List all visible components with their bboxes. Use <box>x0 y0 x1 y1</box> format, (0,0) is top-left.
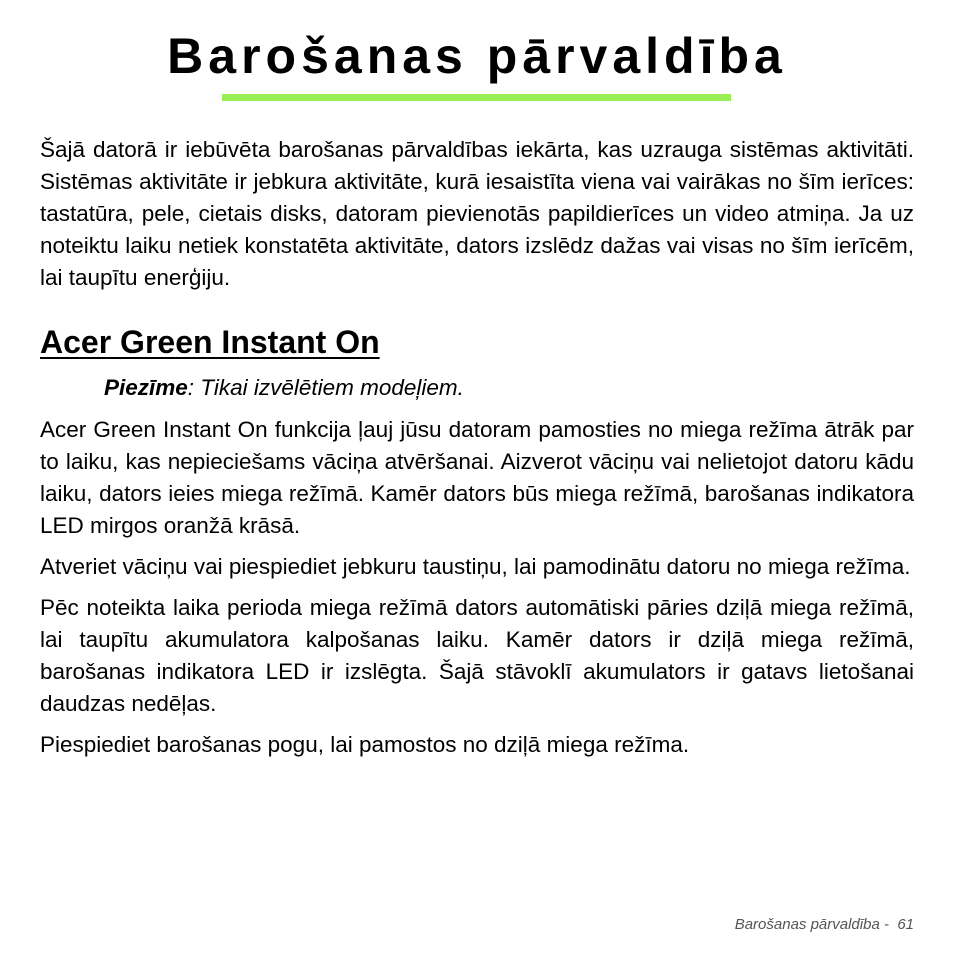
page-body <box>40 134 914 761</box>
page-footer <box>735 916 914 933</box>
section-paragraph: Atveriet vāciņu vai piespiediet jebkuru taustiņu, lai pamodinātu datoru no miega režīma. <box>40 554 911 579</box>
footer-section-name: Barošanas pārvaldība - <box>734 916 889 933</box>
section-paragraph: Piespiediet barošanas pogu, lai pamostos no dziļā miega režīma. <box>40 732 690 757</box>
page-number: 61 <box>897 916 914 933</box>
intro-paragraph: Šajā datorā ir iebūvēta barošanas pārvaldības iekārta, kas uzrauga sistēmas aktivitāti. Sistēmas aktivitāte ir jebkura aktivitāte, kurā iesaistīta viena vai vairākas no šīm ierīces: tastatūra, pele, cietais disks, datoram pievienotās papildierīces un video atmiņa. Ja uz noteiktu laiku netiek konstatēta aktivitāte, dators izslēdz dažas vai visas no šīm ierīcēm, lai taupītu enerģiju. <box>40 137 914 290</box>
page-title: Barošanas pārvaldība <box>167 28 787 84</box>
section-heading: Acer Green Instant On <box>40 324 380 360</box>
section-paragraph: Acer Green Instant On funkcija ļauj jūsu datoram pamosties no miega režīma ātrāk par to laiku, kas nepieciešams vāciņa atvēršanai. Aizverot vāciņu vai nelietojot datoru kādu laiku, dators ieies miega režīmā. Kamēr dators būs miega režīmā, barošanas indikatora LED mirgos oranžā krāsā. <box>40 417 914 538</box>
note-text: : Tikai izvēlētiem modeļiem. <box>187 375 464 400</box>
note <box>104 372 914 404</box>
note-label: Piezīme <box>104 375 188 400</box>
title-underline-bar <box>222 94 731 101</box>
section-paragraph: Pēc noteikta laika perioda miega režīmā dators automātiski pāries dziļā miega režīmā, lai taupītu akumulatora kalpošanas laiku. Kamēr dators ir dziļā miega režīmā, barošanas indikatora LED ir izslēgta. Šajā stāvoklī akumulators ir gatavs lietošanai daudzas nedēļas. <box>40 595 914 716</box>
